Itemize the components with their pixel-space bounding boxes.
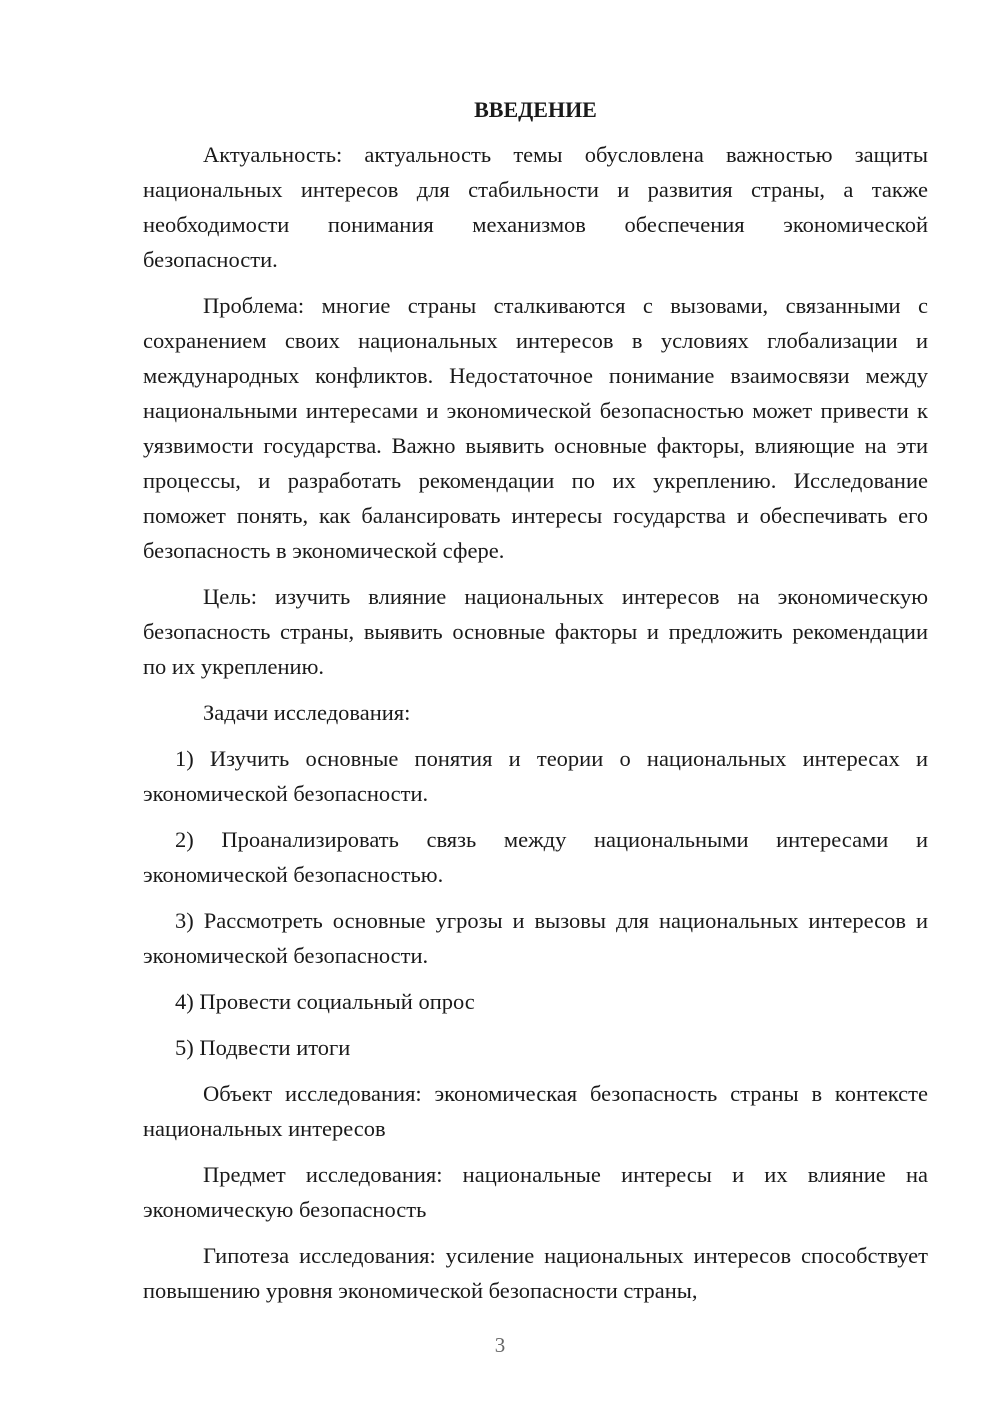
task-item-5: 5) Подвести итоги <box>175 1035 351 1060</box>
goal-paragraph: Цель: изучить влияние национальных интересов на экономическую безопасность страны, выявить основные факторы и предложить рекомендации по их укреплению. <box>143 584 928 679</box>
task-item-1: 1) Изучить основные понятия и теории о национальных интересах и экономической безопасности. <box>143 746 928 806</box>
task-item-2: 2) Проанализировать связь между национальными интересами и экономической безопасностью. <box>143 827 928 887</box>
object-paragraph: Объект исследования: экономическая безопасность страны в контексте национальных интересов <box>143 1081 928 1141</box>
page-content <box>143 92 928 1319</box>
section-title: ВВЕДЕНИЕ <box>474 97 597 122</box>
problem-paragraph: Проблема: многие страны сталкиваются с вызовами, связанными с сохранением своих национальных интересов в условиях глобализации и международных конфликтов. Недостаточное понимание взаимосвязи между национальными интересами и экономической безопасностью может привести к уязвимости государства. Важно выявить основные факторы, влияющие на эти процессы, и разработать рекомендации по их укреплению. Исследование поможет понять, как балансировать интересы государства и обеспечивать его безопасность в экономической сфере. <box>143 293 928 563</box>
hypothesis-paragraph: Гипотеза исследования: усиление национальных интересов способствует повышению уровня экономической безопасности страны, <box>143 1243 928 1303</box>
page-number: 3 <box>494 1333 506 1357</box>
task-item-4: 4) Провести социальный опрос <box>175 989 475 1014</box>
subject-paragraph: Предмет исследования: национальные интересы и их влияние на экономическую безопасность <box>143 1162 928 1222</box>
relevance-paragraph: Актуальность: актуальность темы обусловлена важностью защиты национальных интересов для стабильности и развития страны, а также необходимости понимания механизмов обеспечения экономической безопасности. <box>143 142 928 272</box>
task-item-3: 3) Рассмотреть основные угрозы и вызовы для национальных интересов и экономической безопасности. <box>143 908 928 968</box>
tasks-heading: Задачи исследования: <box>203 700 411 725</box>
